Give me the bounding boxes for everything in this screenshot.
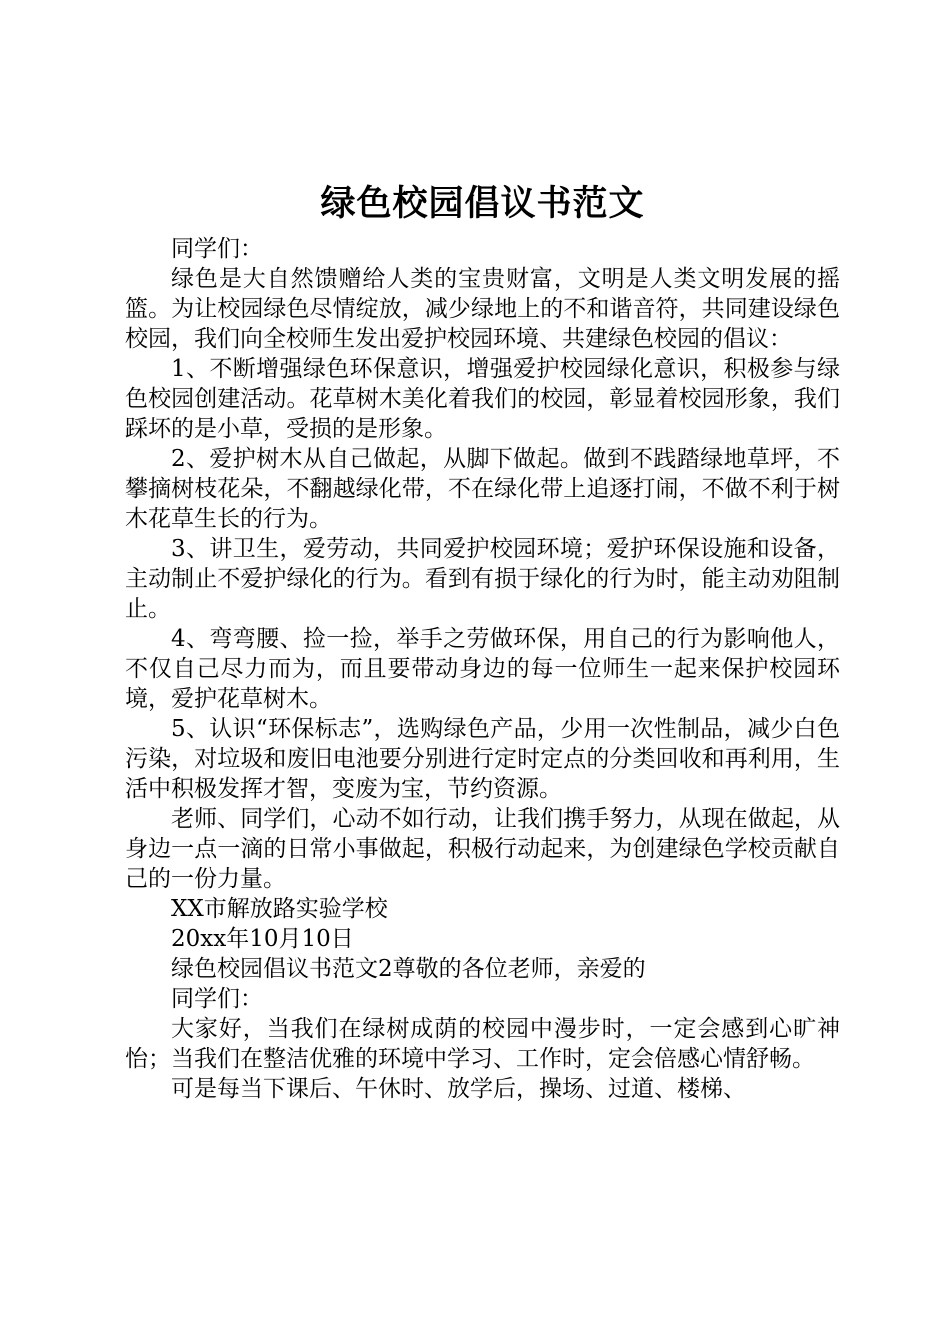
- second-body-paragraph: 可是每当下课后、午休时、放学后，操场、过道、楼梯、: [171, 1076, 746, 1102]
- signature-school: XX市解放路实验学校: [171, 896, 388, 922]
- second-article-heading: 绿色校园倡议书范文2尊敬的各位老师，亲爱的: [171, 956, 646, 982]
- proposal-item-4: 4、弯弯腰、捡一捡，举手之劳做环保，用自己的行为影响他人，不仅自己尽力而为，而且要带动身边的每一位师生一起来保护校园环境，爱护花草树木。: [125, 626, 840, 712]
- second-greeting-paragraph: 大家好，当我们在绿树成荫的校园中漫步时，一定会感到心旷神怡；当我们在整洁优雅的环境中学习、工作时，定会倍感心情舒畅。: [125, 1016, 840, 1072]
- document-title: 绿色校园倡议书范文: [320, 183, 645, 224]
- proposal-item-1: 1、不断增强绿色环保意识，增强爱护校园绿化意识，积极参与绿色校园创建活动。花草树木美化着我们的校园，彰显着校园形象，我们踩坏的是小草，受损的是形象。: [125, 356, 840, 442]
- intro-paragraph: 绿色是大自然馈赠给人类的宝贵财富，文明是人类文明发展的摇篮。为让校园绿色尽情绽放，减少绿地上的不和谐音符，共同建设绿色校园，我们向全校师生发出爱护校园环境、共建绿色校园的倡议：: [125, 266, 840, 352]
- second-salutation: 同学们：: [171, 986, 263, 1012]
- closing-paragraph: 老师、同学们，心动不如行动，让我们携手努力，从现在做起，从身边一点一滴的日常小事做起，积极行动起来，为创建绿色学校贡献自己的一份力量。: [125, 806, 840, 892]
- signature-date: 20xx年10月10日: [171, 926, 354, 952]
- proposal-item-2: 2、爱护树木从自己做起，从脚下做起。做到不践踏绿地草坪，不攀摘树枝花朵，不翻越绿化带，不在绿化带上追逐打闹，不做不利于树木花草生长的行为。: [125, 446, 840, 532]
- proposal-item-3: 3、讲卫生，爱劳动，共同爱护校园环境；爱护环保设施和设备，主动制止不爱护绿化的行为。看到有损于绿化的行为时，能主动劝阻制止。: [125, 536, 840, 622]
- salutation: 同学们：: [171, 236, 263, 262]
- proposal-item-5: 5、认识“环保标志”，选购绿色产品，少用一次性制品，减少白色污染，对垃圾和废旧电池要分别进行定时定点的分类回收和再利用，生活中积极发挥才智，变废为宝，节约资源。: [125, 716, 840, 802]
- document-page: [125, 180, 840, 1104]
